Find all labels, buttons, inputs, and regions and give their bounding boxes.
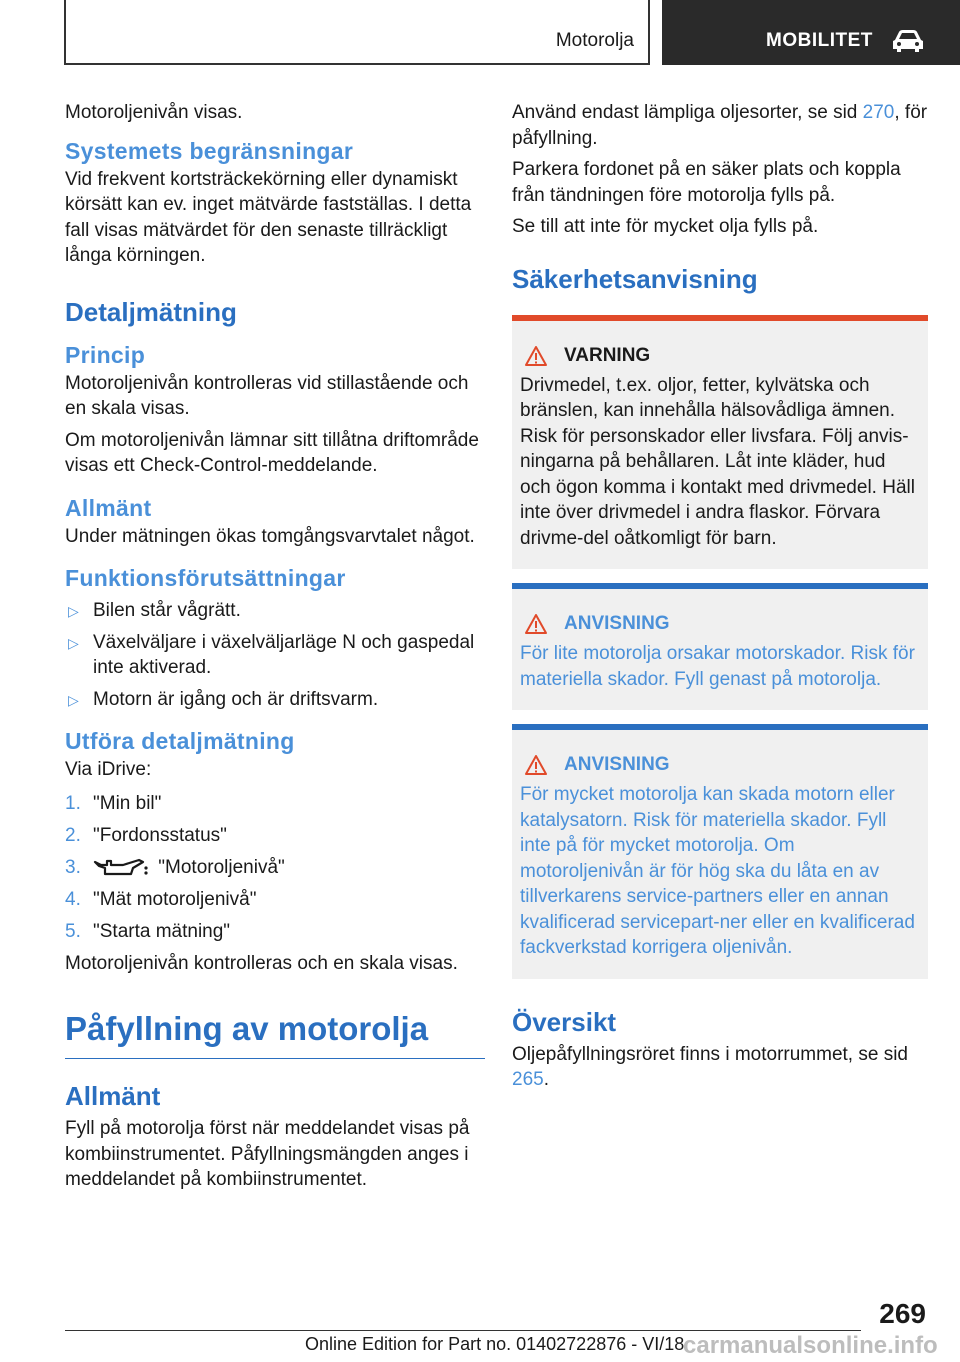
oil-type-text: Använd endast lämpliga oljesorter, se sid 270, för påfyllning. xyxy=(512,102,928,149)
general-heading: Allmänt xyxy=(65,494,152,521)
prereq-list xyxy=(65,598,485,712)
principle-text-2: Om motoroljenivån lämnar sitt tillåtna driftområde visas ett Check-Control-meddelande. xyxy=(65,429,479,476)
watermark: carmanualsonline.info xyxy=(683,1332,938,1359)
warning-triangle-icon xyxy=(524,613,548,635)
list-item: ▷ Växelväljare i växelväljarläge N och gaspedal inte aktiverad. xyxy=(68,632,475,678)
header-section-box xyxy=(662,0,960,65)
footer-divider xyxy=(65,1330,861,1331)
triangle-bullet-icon: ▷ xyxy=(68,692,79,708)
notice-header: ANVISNING xyxy=(520,611,920,637)
warning-triangle-icon xyxy=(524,345,548,367)
warning-text: Drivmedel, t.ex. oljor, fetter, kylvätska och bränslen, kan innehålla hälsovådliga ämnen. Risk för personskador eller livsfara. Följ anvis-ningarna på behållaren. Låt inte kläder, hud och ögon komma i kontakt med drivmedel. Häll inte över drivmedel i andra flaskor. Förvara drivme-del oåtkomligt för barn. xyxy=(520,374,915,549)
perform-intro: Via iDrive: xyxy=(65,759,152,780)
warning-header: VARNING xyxy=(520,343,920,369)
header-section: MOBILITET xyxy=(766,30,873,51)
limits-text: Vid frekvent kortsträckekörning eller dynamiskt körsätt kan ev. inget mätvärde fastställas. I detta fall visas mätvärdet för den senaste tillräckligt långa körningen. xyxy=(65,168,472,266)
page-link-265[interactable]: 265 xyxy=(512,1069,544,1090)
safety-heading: Säkerhetsanvisning xyxy=(512,263,758,294)
limits-heading: Systemets begränsningar xyxy=(65,137,354,164)
page-header xyxy=(0,0,960,66)
overfill-text: Se till att inte för mycket olja fylls på. xyxy=(512,216,819,237)
notice-box xyxy=(512,583,928,710)
prereq-heading: Funktionsförutsättningar xyxy=(65,565,346,591)
principle-heading: Princip xyxy=(65,341,146,368)
step-item: 2. "Fordonsstatus" xyxy=(65,824,227,846)
step-item: 1. "Min bil" xyxy=(65,792,162,814)
perform-result: Motoroljenivån kontrolleras och en skala visas. xyxy=(65,952,458,974)
overview-text: Oljepåfyllningsröret finns i motorrummet, se sid 265. xyxy=(512,1043,908,1090)
notice-text: För mycket motorolja kan skada motorn eller katalysatorn. Risk för materiella skador. Fyll inte på för mycket motorolja. Om motoroljenivån är för hög ska du låta en av tillverkarens service-partners eller en annan kvalificerad servicepart-ner eller en kvalificerad fackverkstad korrigera oljenivån. xyxy=(520,784,915,958)
overview-heading: Översikt xyxy=(512,1006,617,1037)
notice-box xyxy=(512,724,928,979)
step-item: 4. "Mät motoroljenivå" xyxy=(65,888,257,910)
general-text: Under mätningen ökas tomgångsvarvtalet något. xyxy=(65,525,475,547)
park-text: Parkera fordonet på en säker plats och koppla från tändningen före motorolja fylls på. xyxy=(512,159,901,206)
car-icon xyxy=(890,28,926,54)
perform-heading: Utföra detaljmätning xyxy=(65,728,295,754)
notice-text: För lite motorolja orsakar motorskador. Risk för materiella skador. Fyll genast på motorolja. xyxy=(520,643,915,690)
step-item: 3. "Motoroljenivå" xyxy=(65,856,285,878)
refill-heading: Påfyllning av motorolja xyxy=(65,1010,485,1059)
step-item: 5. "Starta mätning" xyxy=(65,920,231,942)
triangle-bullet-icon: ▷ xyxy=(68,603,79,619)
header-title: Motorolja xyxy=(555,30,634,51)
list-item: ▷ Bilen står vågrätt. xyxy=(65,598,485,623)
page-link-270[interactable]: 270 xyxy=(862,102,895,123)
warning-box xyxy=(512,315,928,570)
left-column xyxy=(65,100,485,1199)
notice-header: ANVISNING xyxy=(520,752,920,778)
refill-general-heading: Allmänt xyxy=(65,1081,161,1111)
detail-heading: Detaljmätning xyxy=(65,296,237,327)
triangle-bullet-icon: ▷ xyxy=(68,635,79,651)
right-column xyxy=(512,100,928,1099)
intro-text: Motoroljenivån visas. xyxy=(65,102,243,123)
steps-list xyxy=(65,791,485,944)
page-number: 269 xyxy=(879,1298,926,1329)
list-item: ▷ Motorn är igång och är driftsvarm. xyxy=(65,687,485,712)
principle-text-1: Motoroljenivån kontrolleras vid stillastående och en skala visas. xyxy=(65,372,469,419)
oil-can-icon xyxy=(93,856,149,878)
warning-triangle-icon xyxy=(524,754,548,776)
refill-general-text: Fyll på motorolja först när meddelandet visas på kombiinstrumentet. Påfyllningsmängden anges i meddelandet på kombiinstrumentet. xyxy=(65,1118,470,1190)
header-title-box xyxy=(64,0,650,65)
footer-edition: Online Edition for Part no. 01402722876 - VI/18 xyxy=(305,1334,685,1354)
